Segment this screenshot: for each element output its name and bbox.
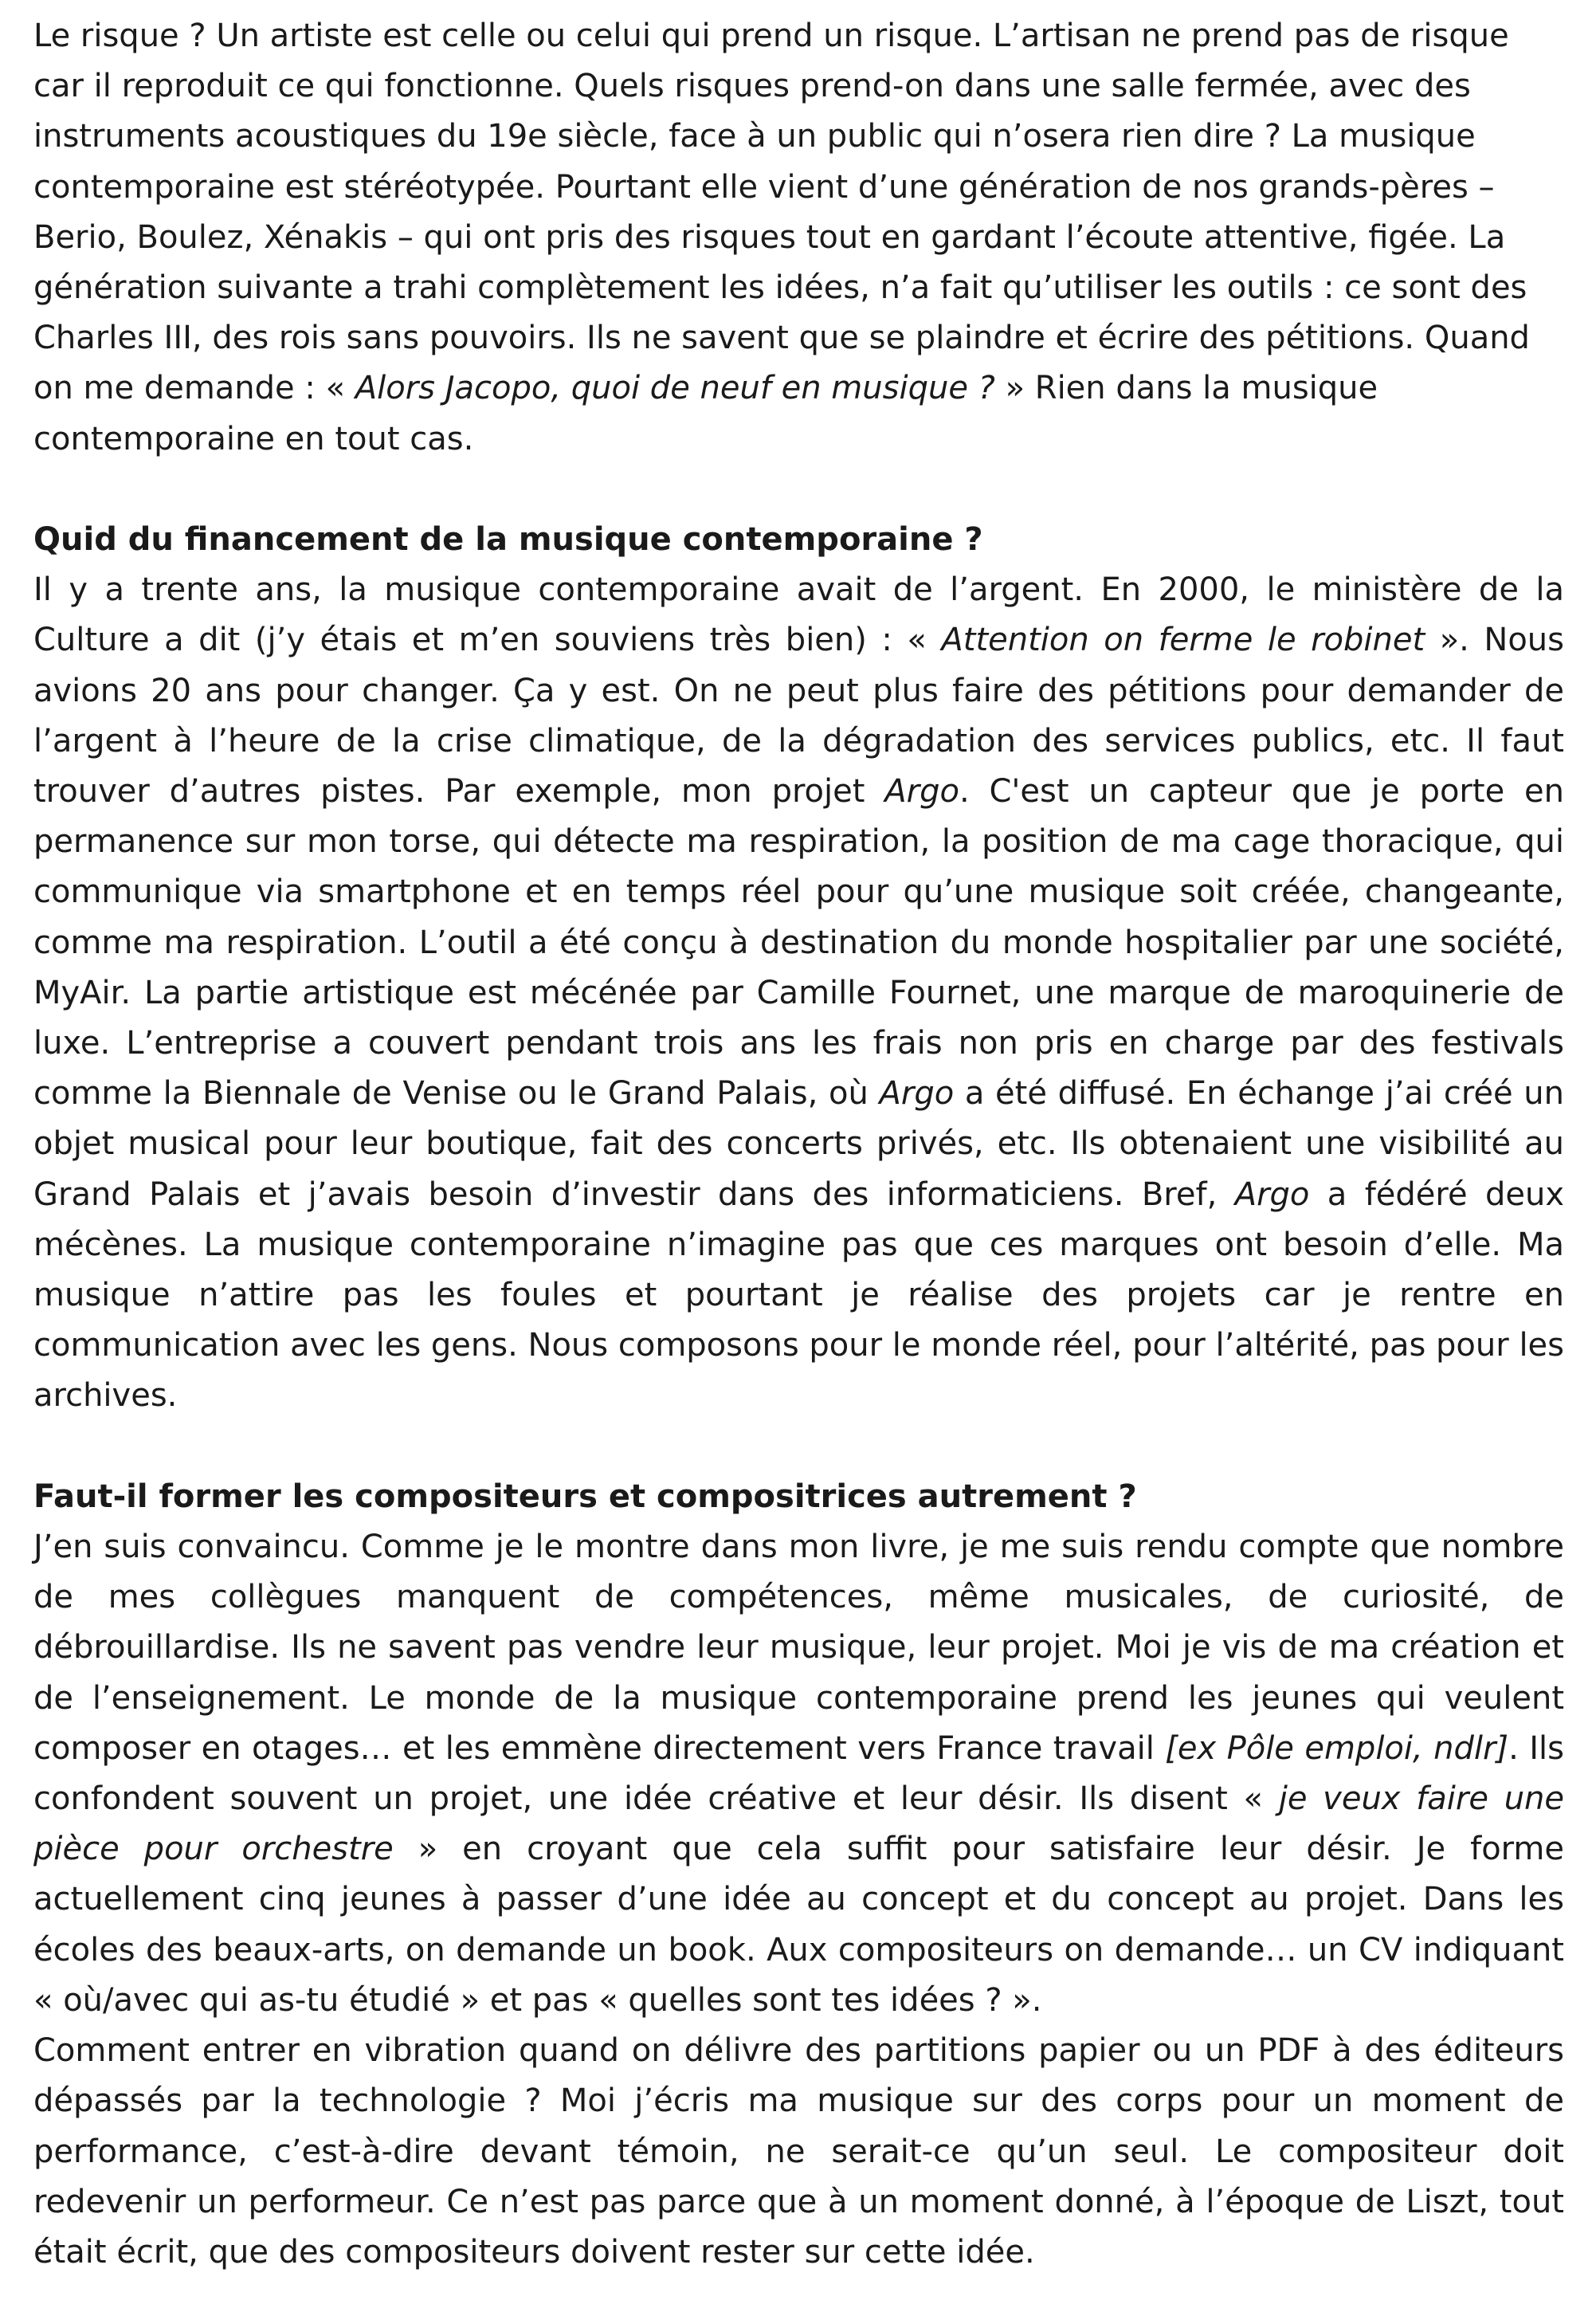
paragraph-text: » Rien dans la musique contemporaine en tout cas.	[33, 370, 1378, 457]
paragraph-text: Il y a trente ans, la musique contemporaine avait de l’argent. En 2000, le ministère de la Culture a dit (j’y étais et m’en souviens très bien) : «	[33, 571, 1564, 659]
italic-quote: Attention on ferme le robinet	[941, 622, 1425, 659]
paragraph-training	[33, 1522, 1564, 2026]
paragraph-text: a été diffusé. En échange j’ai créé un objet musical pour leur boutique, fait des concerts privés, etc. Ils obtenaient une visibilité au Grand Palais et j’avais besoin d’investir dans des informaticiens. Bref,	[33, 1075, 1564, 1213]
italic-project-name: Argo	[884, 773, 959, 811]
paragraph-text: Le risque ? Un artiste est celle ou celui qui prend un risque. L’artisan ne prend pas de risque car il reproduit ce qui fonctionne. Quels risques prend-on dans une salle fermée, avec des instruments acoustiques du 19e siècle, face à un public qui n’osera rien dire ? La musique contemporaine est stéréotypée. Pourtant elle vient d’une génération de nos grands-pères – Berio, Boulez, Xénakis – qui ont pris des risques tout en gardant l’écoute attentive, figée. La génération suivante a trahi complètement les idées, n’a fait qu’utiliser les outils : ce sont des Charles III, des rois sans pouvoirs. Ils ne savent que se plaindre et écrire des pétitions. Quand on me demande : «	[33, 18, 1530, 407]
italic-project-name: Argo	[1234, 1176, 1310, 1213]
paragraph-performance: Comment entrer en vibration quand on délivre des partitions papier ou un PDF à des éditeurs dépassés par la technologie ? Moi j’écris ma musique sur des corps pour un moment de performance, c’est-à-dire devant témoin, ne serait-ce qu’un seul. Le compositeur doit redevenir un performeur. Ce n’est pas parce que à un moment donné, à l’époque de Liszt, tout était écrit, que des compositeurs doivent rester sur cette idée.	[33, 2032, 1564, 2271]
paragraph-spacer	[33, 465, 1564, 515]
italic-project-name: Argo	[879, 1075, 955, 1113]
paragraph-text: ». Nous avions 20 ans pour changer. Ça y est. On ne peut plus faire des pétitions pour demander de l’argent à l’heure de la crise climatique, de la dégradation des services publics, etc. Il faut trouver d’autres pistes. Par exemple, mon projet	[33, 622, 1565, 811]
section-heading-training: Faut-il former les compositeurs et compositrices autrement ?	[33, 1478, 1137, 1515]
italic-editorial-note: [ex Pôle emploi, ndlr]	[1165, 1729, 1509, 1767]
section-heading-financing: Quid du financement de la musique contemporaine ?	[33, 521, 983, 559]
article-body	[33, 11, 1564, 2278]
paragraph-text: . Ils confondent souvent un projet, une idée créative et leur désir. Ils disent «	[33, 1729, 1565, 1818]
paragraph-risk	[33, 11, 1564, 465]
paragraph-text: » en croyant que cela suffit pour satisfaire leur désir. Je forme actuellement cinq jeunes à passer d’une idée au concept et du concept au projet. Dans les écoles des beaux-arts, on demande un book. Aux compositeurs on demande… un CV indiquant « où/avec qui as-tu étudié » et pas « quelles sont tes idées ? ».	[33, 1831, 1564, 2019]
italic-quote: Alors Jacopo, quoi de neuf en musique ?	[355, 370, 995, 407]
paragraph-financing	[33, 565, 1564, 1421]
paragraph-text: a fédéré deux mécènes. La musique contemporaine n’imagine pas que ces marques ont besoin d’elle. Ma musique n’attire pas les foules et pourtant je réalise des projets car je rentre en communication avec les gens. Nous composons pour le monde réel, pour l’altérité, pas pour les archives.	[33, 1176, 1565, 1415]
italic-quote: je veux faire une pièce pour orchestre	[33, 1780, 1565, 1868]
paragraph-text: J’en suis convaincu. Comme je le montre dans mon livre, je me suis rendu compte que nombre de mes collègues manquent de compétences, même musicales, de curiosité, de débrouillardise. Ils ne savent pas vendre leur musique, leur projet. Moi je vis de ma création et de l’enseignement. Le monde de la musique contemporaine prend les jeunes qui veulent composer en otages… et les emmène directement vers France travail	[33, 1529, 1564, 1767]
paragraph-spacer	[33, 1422, 1564, 1472]
paragraph-text: . C'est un capteur que je porte en permanence sur mon torse, qui détecte ma respiration, la position de ma cage thoracique, qui communique via smartphone et en temps réel pour qu’une musique soit créée, changeante, comme ma respiration. L’outil a été conçu à destination du monde hospitalier par une société, MyAir. La partie artistique est mécénée par Camille Fournet, une marque de maroquinerie de luxe. L’entreprise a couvert pendant trois ans les frais non pris en charge par des festivals comme la Biennale de Venise ou le Grand Palais, où	[33, 773, 1564, 1113]
